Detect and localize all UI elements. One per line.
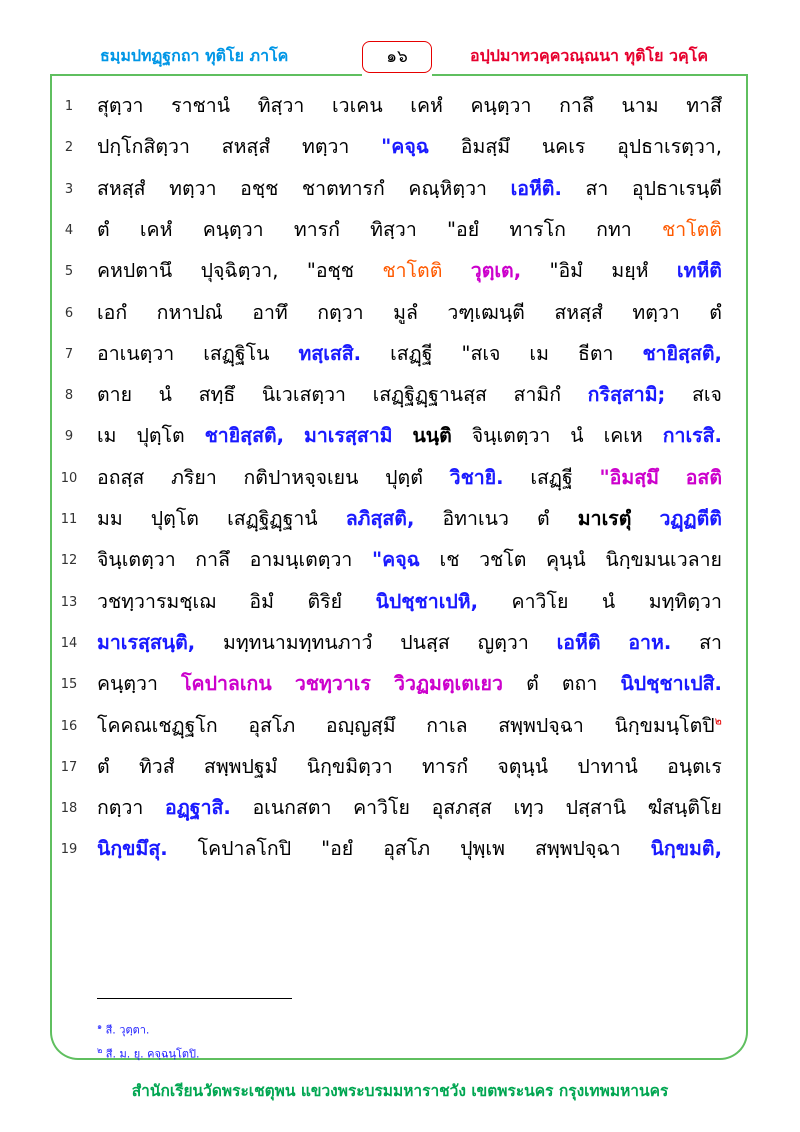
word: ลภิสฺสติ, xyxy=(345,507,415,530)
line-number: 4 xyxy=(64,222,74,238)
word: ตํ xyxy=(537,507,550,530)
line-number: 16 xyxy=(60,718,78,734)
word: นิเวเสตฺวา xyxy=(261,383,346,407)
line-number: 19 xyxy=(60,842,78,858)
word: กตฺวา xyxy=(97,796,144,820)
word: อาเนตฺวา xyxy=(97,341,175,365)
word: ทตฺวา xyxy=(632,300,680,324)
text-line xyxy=(0,458,800,498)
word: นิปชฺชาเปหิ, xyxy=(375,589,479,613)
word: นิกฺขมนเวลาย xyxy=(605,548,722,572)
word: มทฺทิตฺวา xyxy=(648,589,722,613)
word: ปุตฺโต xyxy=(136,424,185,448)
word: วชโต xyxy=(479,548,527,572)
text-line xyxy=(0,582,800,622)
word: วิชายิ. xyxy=(449,465,504,489)
word: "คจฺฉ xyxy=(381,135,430,159)
word: "อยํ xyxy=(447,217,480,241)
word: ปุตฺตํ xyxy=(385,465,423,489)
word: นาม xyxy=(621,94,659,117)
text-line xyxy=(0,416,800,456)
word: เม xyxy=(529,341,549,365)
text-line xyxy=(0,86,800,126)
word: เวเคน xyxy=(332,94,383,117)
frame-top-left xyxy=(50,74,362,76)
word: อุสโภ xyxy=(383,837,431,861)
word: เทฺว xyxy=(513,796,544,820)
word: วิวฏมตฺเตเยว xyxy=(394,672,503,696)
line-number: 5 xyxy=(64,264,74,280)
word: กทา xyxy=(596,217,632,241)
word: นิกฺขมึสุ. xyxy=(97,837,168,861)
word: ติริยํ xyxy=(307,589,343,613)
word: ตํ xyxy=(97,217,110,241)
word: อาทึ xyxy=(252,300,288,324)
header-book-title: ธมฺมปทฏฺฐกถา ทุติโย ภาโค xyxy=(100,46,289,65)
word: กติปาหจฺจเยน xyxy=(243,465,359,489)
word: ทารกํ xyxy=(421,754,469,778)
word: สา xyxy=(699,630,722,654)
word: อุปธาเรตฺวา, xyxy=(617,135,722,159)
word: คณฺหิตฺวา xyxy=(408,176,487,200)
word: "อยํ xyxy=(321,837,354,861)
word: เสฏฺฐี xyxy=(530,465,573,489)
word: "อิมสฺมึ xyxy=(599,465,659,489)
word: ชาตทารกํ xyxy=(301,176,385,200)
word: คหปตานึ xyxy=(97,259,173,283)
line-number: 9 xyxy=(64,429,74,445)
word: ทตฺวา xyxy=(301,135,350,159)
word: ชาโตติ xyxy=(661,217,722,241)
word: ตํ xyxy=(709,300,722,324)
word: อุปธาเรนฺตี xyxy=(631,176,722,200)
text-line xyxy=(0,623,800,663)
word: อถสฺส xyxy=(97,465,145,489)
word: "คจฺฉ xyxy=(372,548,420,572)
word: เคหํ xyxy=(410,94,443,117)
footer-institution: สำนักเรียนวัดพระเชตุพน แขวงพระบรมมหาราชวัง เขตพระนคร กรุงเทพมหานคร xyxy=(131,1082,669,1100)
word: นํ xyxy=(570,424,584,448)
word: เอกํ xyxy=(97,300,128,324)
word: ตํ xyxy=(97,754,110,778)
word: วฏฺฏตีติ xyxy=(659,507,722,530)
line-number: 3 xyxy=(64,181,74,197)
word: ทารโก xyxy=(509,217,566,241)
footnote-2: $^๒$ สี. ม. ยุ. คจฺฉนฺโตปิ. xyxy=(97,1046,200,1061)
word: อิมํ xyxy=(249,589,274,613)
line-number: 7 xyxy=(64,346,74,362)
line-number: 17 xyxy=(60,759,78,775)
word: เช xyxy=(439,548,460,572)
word: อิมสฺมึ xyxy=(460,135,511,159)
word: สเจ xyxy=(691,383,722,407)
word: ทารกํ xyxy=(293,217,340,241)
word: ธีตา xyxy=(577,341,614,365)
word: สามิกํ xyxy=(513,383,562,407)
word: เคเห xyxy=(603,424,643,448)
word: ปกฺโกสิตฺวา xyxy=(97,135,190,159)
word: ตถา xyxy=(561,672,598,696)
line-number: 10 xyxy=(60,470,78,486)
word: สทฺธึ xyxy=(198,383,236,407)
word: ปสฺสานิ xyxy=(565,796,627,820)
word: คาวิโย xyxy=(511,589,569,613)
word: ปนสฺส xyxy=(400,630,450,654)
word: โคปาลเกน xyxy=(181,672,272,696)
word: ปุพฺเพ xyxy=(460,837,505,861)
word: กาเรสิ. xyxy=(662,424,722,448)
word: ทิวสํ xyxy=(138,754,175,778)
text-line xyxy=(0,251,800,291)
word: ทตฺวา xyxy=(169,176,217,200)
word: มูลํ xyxy=(393,300,418,324)
text-line xyxy=(0,664,800,704)
line-number: 18 xyxy=(60,801,78,817)
word: กาเล xyxy=(426,713,468,737)
word: อฏฺฐาสิ. xyxy=(165,796,231,820)
page-number: ๑๖ xyxy=(362,41,432,73)
word: คนฺตฺวา xyxy=(202,217,264,241)
word: อสติ xyxy=(685,465,722,489)
footnote-marker: ๒ xyxy=(714,714,722,727)
text-line xyxy=(0,334,800,374)
word: ราชานํ xyxy=(171,94,231,117)
word: กาลึ xyxy=(559,94,594,117)
word: อาห. xyxy=(628,630,672,654)
word: นิกฺขมติ, xyxy=(650,837,722,861)
line-number: 15 xyxy=(60,677,78,693)
word: "สเจ xyxy=(461,341,501,365)
word: นิกฺขมิตฺวา xyxy=(306,754,393,778)
word: จินฺเตตฺวา xyxy=(97,548,176,572)
word: นิปชฺชาเปสิ. xyxy=(620,672,722,696)
word: มยฺหํ xyxy=(611,259,649,283)
word: สพฺพปฐมํ xyxy=(203,754,278,778)
word: สหสฺสํ xyxy=(221,135,271,159)
word: เสฏฺฐิฏฺฐานํ xyxy=(227,507,318,530)
text-line xyxy=(0,499,800,539)
word: อิทาเนว xyxy=(442,507,509,530)
word: เทหีติ xyxy=(676,259,722,283)
word: กหาปณํ xyxy=(156,300,223,324)
word: วชทฺวารมชฺเฌ xyxy=(97,589,216,613)
line-number: 2 xyxy=(64,140,74,156)
word: ทสฺเสสิ. xyxy=(298,341,362,365)
word: ตํ xyxy=(526,672,539,696)
text-line xyxy=(0,127,800,167)
line-number: 12 xyxy=(60,553,78,569)
word: สหสฺสํ xyxy=(554,300,603,324)
word: อนฺตเร xyxy=(667,754,722,778)
text-line xyxy=(0,293,800,333)
word: มาเรสฺสามิ xyxy=(303,424,393,448)
word: สุตฺวา xyxy=(97,94,144,117)
word: วฑฺเฒนฺตี xyxy=(447,300,525,324)
word: ญตฺวา xyxy=(477,630,529,654)
word: กาลึ xyxy=(195,548,230,572)
word: ทิสฺวา xyxy=(370,217,417,241)
word: คาวิโย xyxy=(353,796,410,820)
word: ปุตฺโต xyxy=(150,507,199,530)
word: สพฺพปจฺฉา xyxy=(534,837,621,861)
word: สพฺพปจฺฉา xyxy=(498,713,584,737)
word: นนฺติ xyxy=(412,424,452,448)
word: นํ xyxy=(158,383,172,407)
word: ชาโตติ xyxy=(382,259,443,283)
line-number: 13 xyxy=(60,594,78,610)
word: "อิมํ xyxy=(549,259,584,283)
word: ปุจฺฉิตฺวา, xyxy=(200,259,279,283)
word: ภริยา xyxy=(171,465,217,489)
word: สหสฺสํ xyxy=(97,176,146,200)
text-line xyxy=(0,788,800,828)
text-line xyxy=(0,829,800,869)
word: โคปาลโกปิ xyxy=(197,837,292,861)
word: คุนฺนํ xyxy=(546,548,586,572)
word: ทิสฺวา xyxy=(257,94,305,117)
word: ทาสึ xyxy=(686,94,722,117)
word: วชทฺวาเร xyxy=(294,672,371,696)
word: ชายิสฺสติ, xyxy=(204,424,285,448)
word: ปาทานํ xyxy=(577,754,638,778)
word: มม xyxy=(97,507,123,530)
word: กริสฺสามิ; xyxy=(587,383,666,407)
word: ตาย xyxy=(97,383,133,407)
word: โคคณเชฏฺฐโก xyxy=(97,713,218,737)
word: ฆํสนฺติโย xyxy=(647,796,722,820)
word-with-footnote xyxy=(615,710,722,741)
word: อามนฺเตตฺวา xyxy=(249,548,353,572)
line-number: 8 xyxy=(64,388,74,404)
line-number: 1 xyxy=(64,99,74,114)
word: กตฺวา xyxy=(317,300,364,324)
word: นิกฺขมนฺโตปิ xyxy=(614,713,715,737)
word: นํ xyxy=(601,589,616,613)
footnote-1: $^๑$ สี. วุตฺตา. xyxy=(97,1022,150,1037)
word: เสฏฺฐิโน xyxy=(203,341,270,365)
word: อเนกสตา xyxy=(252,796,332,820)
word: อุสโภ xyxy=(248,713,296,737)
footnote-rule xyxy=(97,998,292,999)
word: อญฺญสฺมึ xyxy=(325,713,396,737)
word: เอหีติ xyxy=(556,630,601,654)
text-line xyxy=(0,706,800,746)
word: คนฺตฺวา xyxy=(97,672,158,696)
word: จตุนฺนํ xyxy=(497,754,549,778)
word: มาเรตุํ xyxy=(577,507,632,530)
line-number: 14 xyxy=(60,635,78,651)
word: นคเร xyxy=(541,135,586,159)
word: จินฺเตตฺวา xyxy=(471,424,551,448)
word: คนฺตฺวา xyxy=(470,94,532,117)
word: เคหํ xyxy=(139,217,173,241)
word: เม xyxy=(97,424,117,448)
word: มทฺทนามทฺทนภาวํ xyxy=(222,630,373,654)
word: อุสภสฺส xyxy=(431,796,492,820)
word: ชายิสฺสติ, xyxy=(642,341,722,365)
text-line xyxy=(0,210,800,250)
line-number: 6 xyxy=(64,305,74,321)
word: วุตฺเต, xyxy=(470,259,522,283)
word: มาเรสฺสนฺติ, xyxy=(97,630,196,654)
frame-top-right xyxy=(432,74,748,76)
text-line xyxy=(0,540,800,580)
word: เสฏฺฐี xyxy=(390,341,433,365)
text-line xyxy=(0,375,800,415)
word: อชฺช xyxy=(240,176,279,200)
header-chapter-title: อปฺปมาทวคฺควณฺณนา ทุติโย วคฺโค xyxy=(470,46,709,65)
word: สา xyxy=(585,176,609,200)
text-line xyxy=(0,747,800,787)
word: "อชฺช xyxy=(306,259,354,283)
text-line xyxy=(0,169,800,209)
line-number: 11 xyxy=(60,512,78,527)
word: เอหีติ. xyxy=(510,176,562,200)
word: เสฏฺฐิฏฺฐานสฺส xyxy=(372,383,487,407)
